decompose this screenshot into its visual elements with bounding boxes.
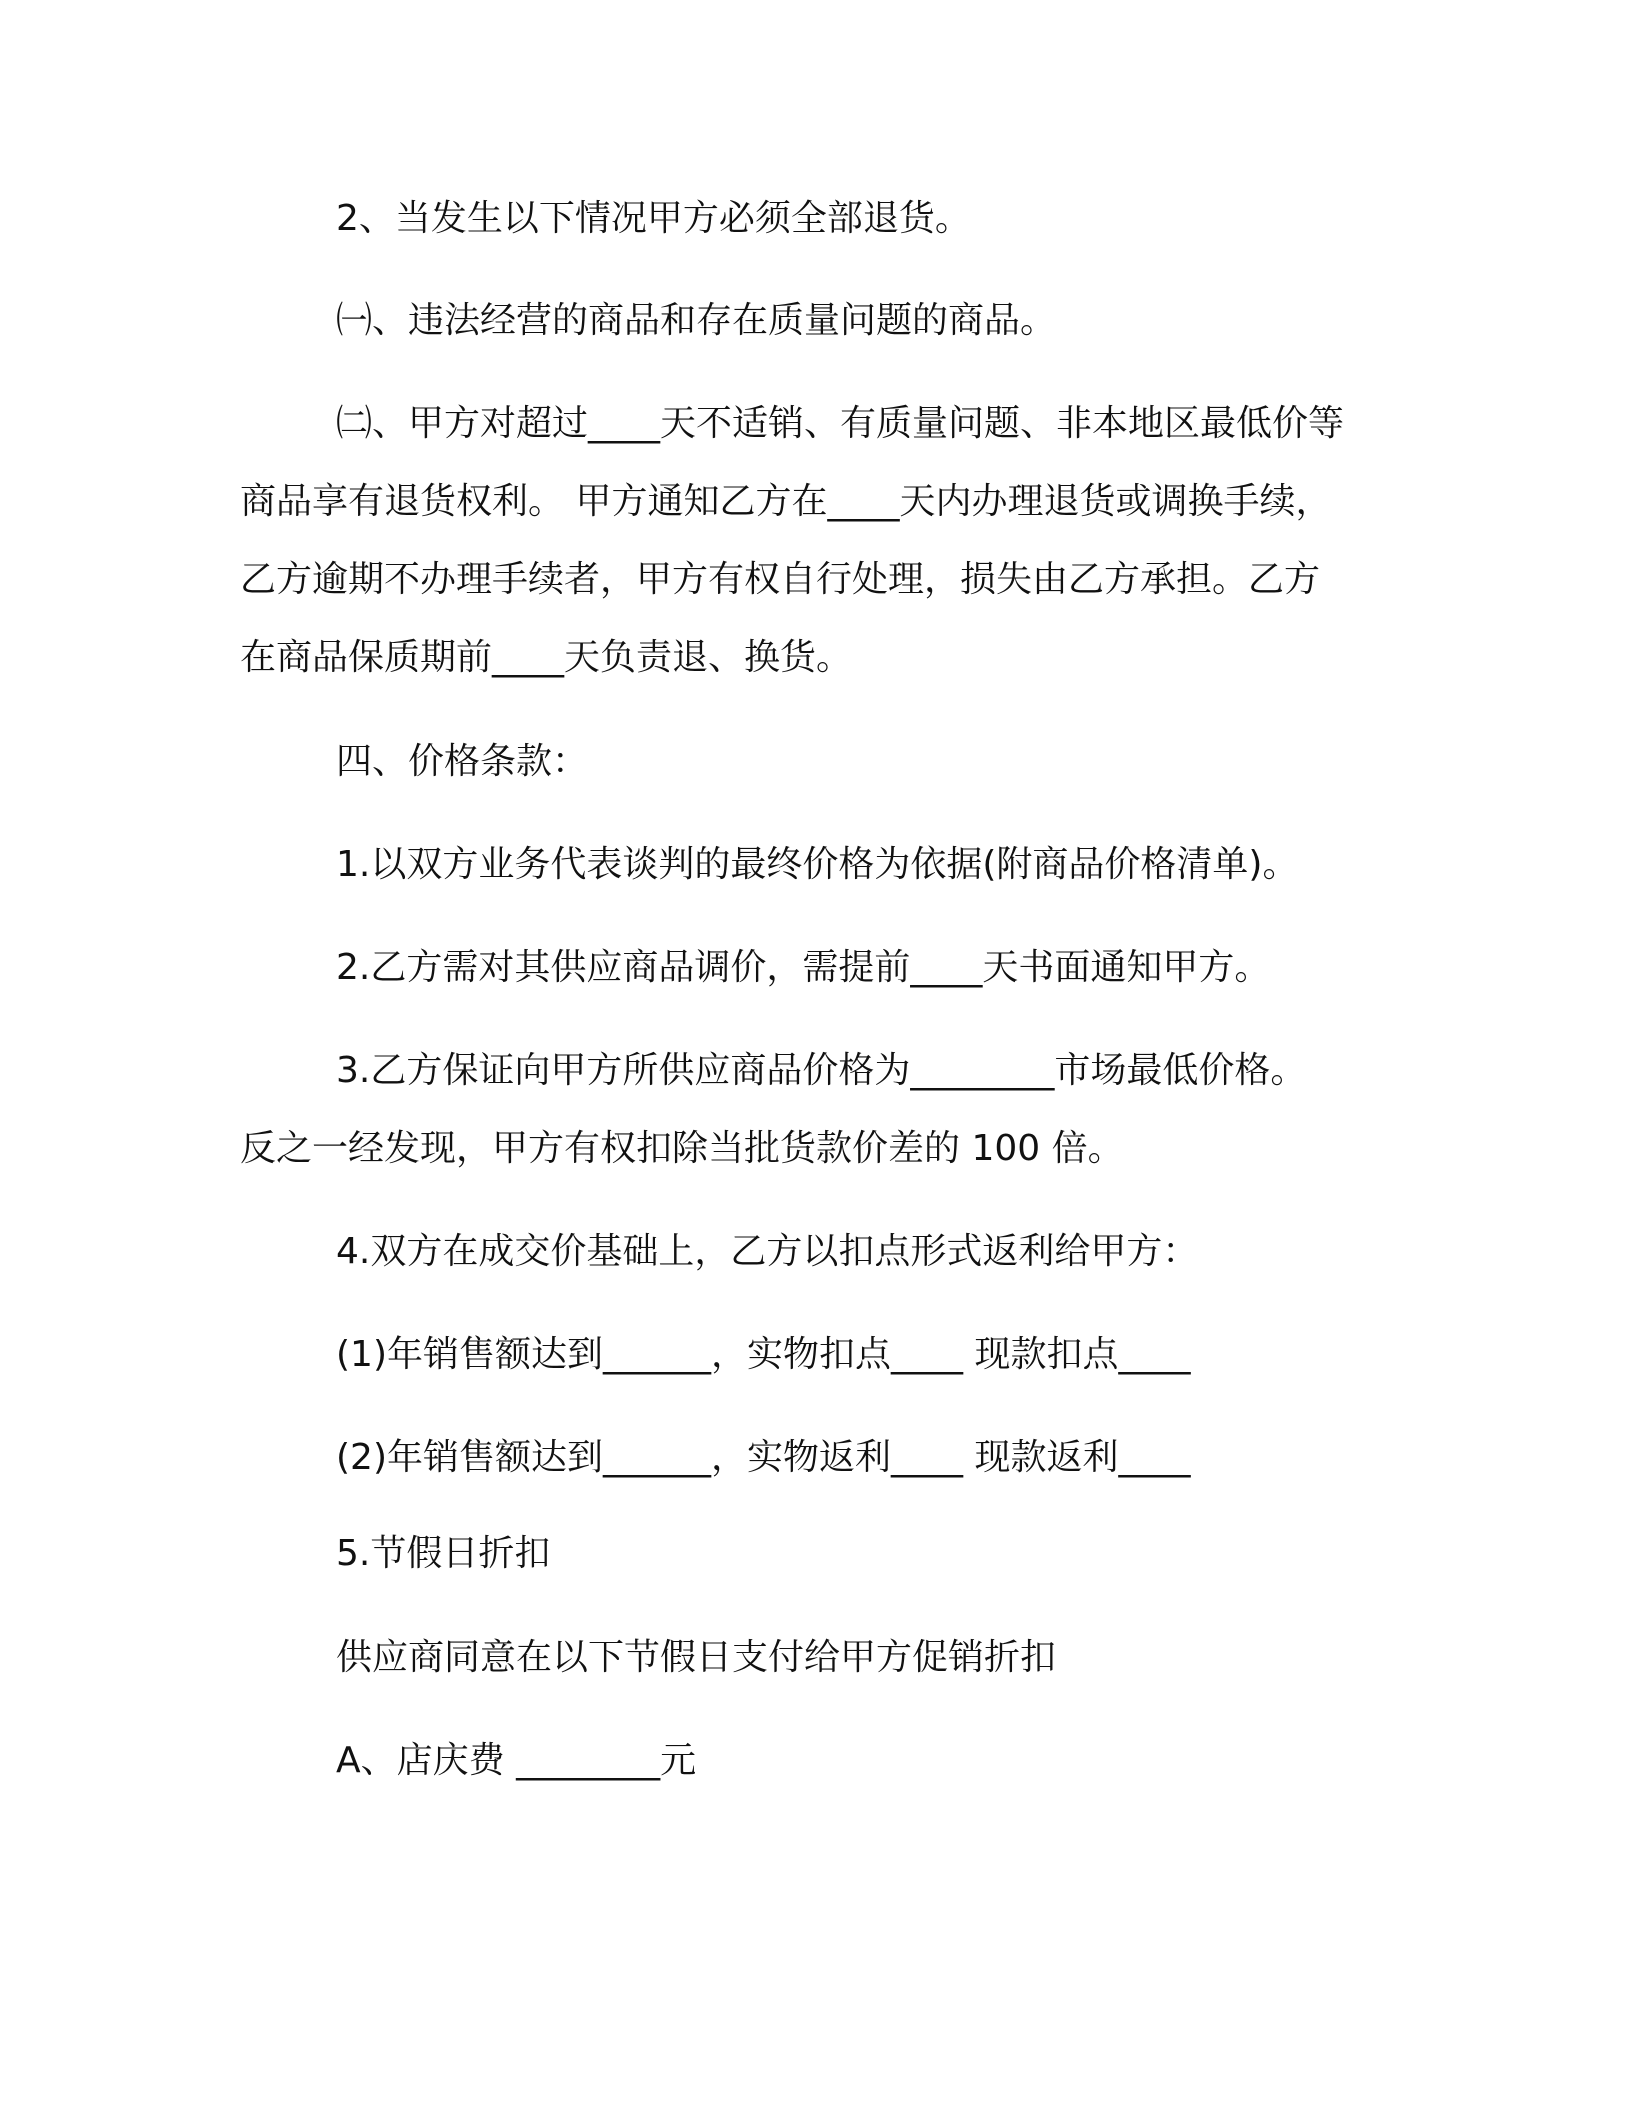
text-line: A、店庆费 ________元 (336, 1740, 697, 1781)
price-clause-5-holiday-discount (240, 1515, 1395, 1593)
text-line: 商品享有退货权利。 甲方通知乙方在____天内办理退货或调换手续， (240, 481, 1332, 522)
text-line: 4.双方在成交价基础上，乙方以扣点形式返利给甲方： (336, 1231, 1199, 1272)
price-clause-4 (240, 1213, 1395, 1291)
section-4-heading (240, 723, 1395, 801)
text-line: 供应商同意在以下节假日支付给甲方促销折扣 (336, 1637, 1057, 1678)
text-line: 2.乙方需对其供应商品调价，需提前____天书面通知甲方。 (336, 947, 1271, 988)
text-line: 3.乙方保证向甲方所供应商品价格为________市场最低价格。 (336, 1050, 1307, 1091)
holiday-discount-intro (240, 1619, 1395, 1697)
store-anniversary-fee (240, 1722, 1395, 1800)
rebate-item-2 (240, 1419, 1395, 1497)
text-line: 2、当发生以下情况甲方必须全部退货。 (336, 198, 971, 239)
text-line: 5.节假日折扣 (336, 1533, 551, 1574)
text-line: 反之一经发现，甲方有权扣除当批货款价差的 100 倍。 (240, 1128, 1124, 1169)
text-line: 在商品保质期前____天负责退、换货。 (240, 637, 853, 678)
text-line: (1)年销售额达到______，实物扣点____ 现款扣点____ (336, 1334, 1191, 1375)
text-line: ㈡、甲方对超过____天不适销、有质量问题、非本地区最低价等 (336, 403, 1345, 444)
rebate-item-1 (240, 1316, 1395, 1394)
price-clause-3 (240, 1032, 1395, 1188)
price-clause-1 (240, 826, 1395, 904)
text-line: 四、价格条款： (336, 741, 589, 782)
clause-item-1-illegal-goods (240, 282, 1395, 360)
text-line: (2)年销售额达到______，实物返利____ 现款返利____ (336, 1437, 1191, 1478)
text-line: 乙方逾期不办理手续者，甲方有权自行处理，损失由乙方承担。乙方 (240, 559, 1321, 600)
text-line: ㈠、违法经营的商品和存在质量问题的商品。 (336, 300, 1057, 341)
clause-item-2-return-rights (240, 385, 1395, 697)
clause-2-return-conditions (240, 180, 1395, 258)
text-line: 1.以双方业务代表谈判的最终价格为依据(附商品价格清单)。 (336, 844, 1299, 885)
price-clause-2 (240, 929, 1395, 1007)
